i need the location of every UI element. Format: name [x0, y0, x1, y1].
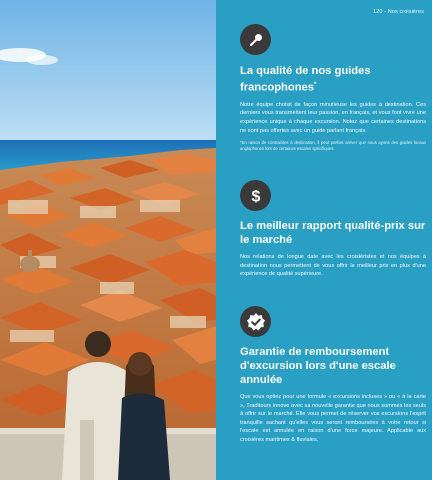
- dollar-icon: [240, 180, 271, 211]
- microphone-guide-icon: [240, 24, 271, 55]
- page-label: 120 - Nos croisières: [373, 9, 424, 15]
- church-dome: [20, 256, 40, 272]
- feature-guides: [240, 64, 426, 152]
- feature-refund-body: Que vous optiez pour une formule « excursions incluses » ou « à la carte », Traditours innove avec sa nouvelle garantie que nous sommes les seuls à offrir sur le marché. Elle vous permet de réserver vos excursions l'esprit tranquille sachant qu'elles vous seront remboursées à votre retour si l'escale est annulée en raison d'une force majeure. Applicable aux croisières maritimes & fluviales.: [240, 394, 426, 443]
- badge-check-icon: [240, 306, 271, 337]
- feature-guides-body: Notre équipe choisit de façon minutieuse les guides à destination. Ces derniers vous transmettent leur passion, en français, et vous font vivre une expérience unique à chaque excursion. Notez que certaines destinations ne sont pas offertes avec un guide parlant français.: [240, 101, 426, 134]
- feature-price-title: Le meilleur rapport qualité-prix sur le marché: [240, 220, 426, 246]
- sky: [0, 0, 216, 146]
- feature-refund-title: Garantie de remboursement d'excursion lors d'une escale annulée: [240, 346, 396, 386]
- features-panel: [216, 0, 432, 480]
- svg-text:$: $: [251, 188, 260, 205]
- feature-guides-note: *En raison de contraintes à destination, il peut parfois arriver que nous ayons des guides locaux anglophones lors de certaines escales spécifiques.: [240, 140, 426, 152]
- feature-price-body: Nos relations de longue date avec les croisiéristes et nos équipes à destination nous permettent de vous offrir le meilleur prix en plus d'une expérience de qualité supérieure.: [240, 254, 426, 278]
- feature-guides-title: La qualité de nos guides francophones*: [240, 65, 371, 94]
- feature-refund: [240, 345, 426, 445]
- church-spire: [28, 250, 32, 258]
- cloud: [26, 55, 58, 65]
- feature-price: [240, 219, 426, 279]
